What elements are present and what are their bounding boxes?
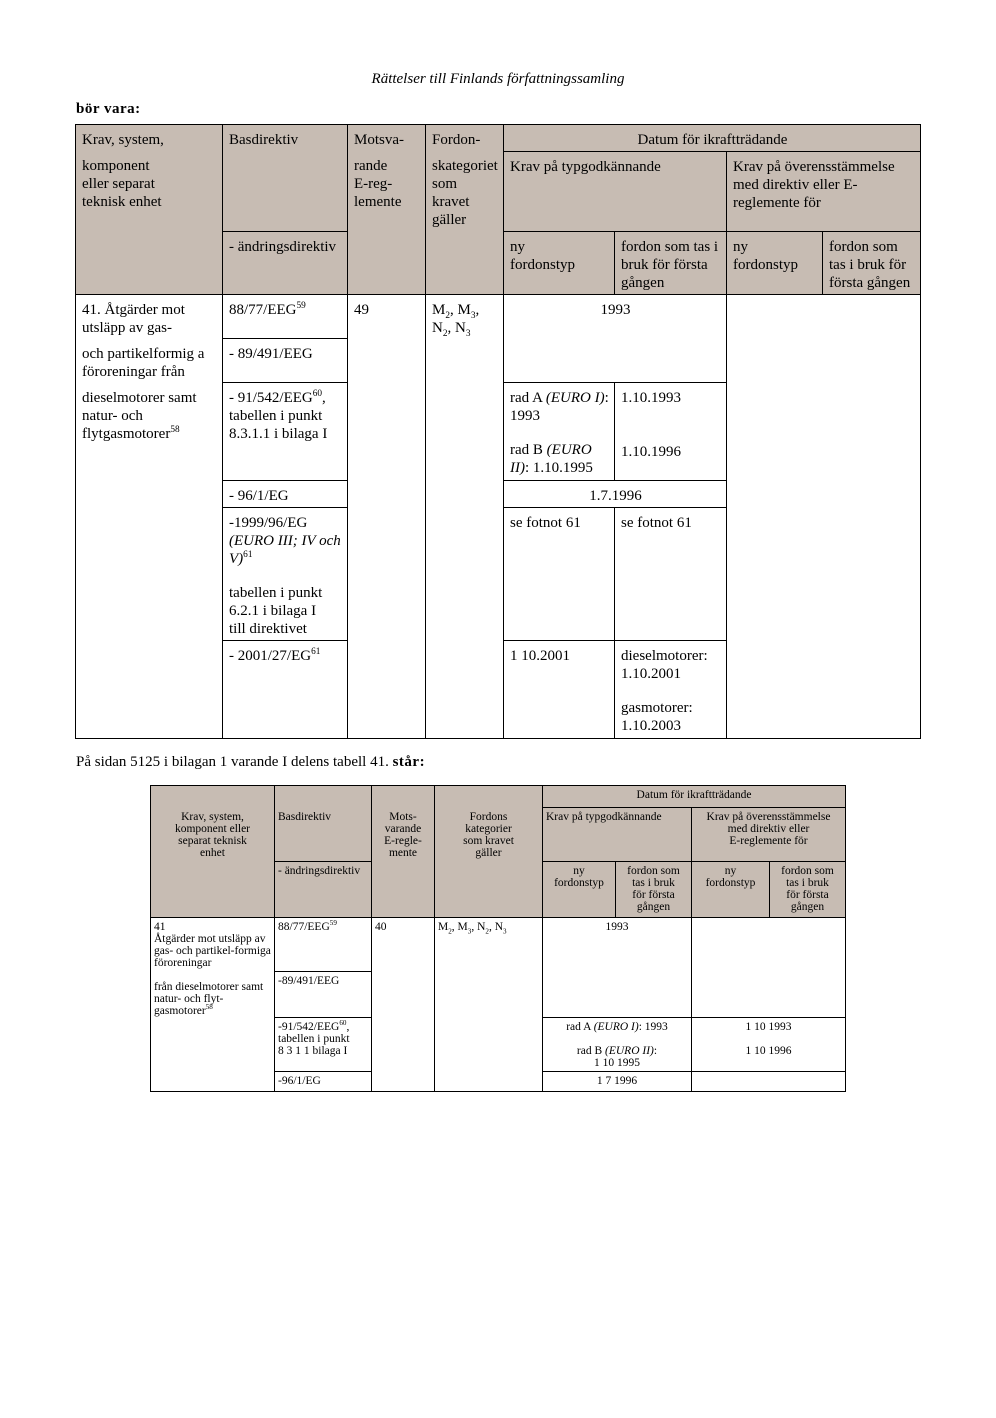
section-label-star: På sidan 5125 i bilagan 1 varande I delens tabell 41. står:: [76, 754, 426, 770]
cell-rad-a-b: rad A (EURO I): 1993 rad B (EURO II): 1.10.1995: [504, 383, 615, 481]
page-header: Rättelser till Finlands författningssamling: [371, 71, 625, 87]
col-header-motsvarande: Motsva- rande E-reg- lemente: [348, 125, 426, 295]
t2-cell-fordonskategori: $M_2$, $M_3$, $N_2$, $N_3$: [435, 918, 543, 1092]
t2-cell-rad-a-b: rad A (EURO I): 1993 rad B (EURO II): 1 10 1995: [543, 1018, 692, 1072]
t2-col-header-overensstammelse: Krav på överensstämmelse med direktiv eller E-reglemente för: [692, 808, 846, 862]
col-header-fordonskategori: Fordon- skategoriet som kravet gäller: [426, 125, 504, 295]
t2-cell-overensstammelse-empty: [692, 918, 846, 1018]
cell-fotnot-ny: se fotnot 61: [504, 508, 615, 641]
original-table: [150, 785, 846, 1092]
corrected-table: [75, 124, 921, 739]
t2-cell-96-1: -96/1/EG: [275, 1072, 372, 1092]
col-header-ny-fordonstyp-1: ny fordonstyp: [504, 232, 615, 295]
t2-col-header-typgodkannande: Krav på typgodkännande: [543, 808, 692, 862]
t2-cell-empty-1996: [692, 1072, 846, 1092]
t2-col-header-fordonskategori: Fordons kategorier som kravet gäller: [435, 786, 543, 918]
t2-col-header-andringsdirektiv: - ändringsdirektiv: [275, 862, 372, 918]
col-header-datum: Datum för ikraftträdande: [504, 125, 921, 152]
col-header-basdirektiv: Basdirektiv: [223, 125, 348, 232]
cell-motsvarande: 49: [348, 295, 426, 739]
cell-fordonskategori: $M_2$, $M_3$, $N_2$, $N_3$: [426, 295, 504, 739]
col-header-ny-fordonstyp-2: ny fordonstyp: [727, 232, 823, 295]
section-label-bor-vara: bör vara:: [76, 101, 141, 117]
cell-89-491: - 89/491/EEG: [223, 339, 348, 383]
t2-row-description: 41 Åtgärder mot utsläpp av gas- och partikel-formiga föroreningar från dieselmotorer samt natur- och flyt-gasmotorer$^{58}$: [151, 918, 275, 1092]
cell-fotnot-tas: se fotnot 61: [615, 508, 727, 641]
col-header-andringsdirektiv: - ändringsdirektiv: [223, 232, 348, 295]
t2-cell-88-77: 88/77/EEG$^{59}$: [275, 918, 372, 972]
col-header-tas-i-bruk-2: fordon som tas i bruk för första gången: [823, 232, 921, 295]
t2-col-header-datum: Datum för ikraftträdande: [543, 786, 846, 808]
t2-col-header-ny-2: ny fordonstyp: [692, 862, 770, 918]
t2-col-header-ny-1: ny fordonstyp: [543, 862, 616, 918]
col-header-overensstammelse: Krav på överensstämmelse med direktiv eller E-reglemente för: [727, 152, 921, 232]
t2-cell-motsvarande: 40: [372, 918, 435, 1092]
cell-motor-dates: dieselmotorer: 1.10.2001 gasmotorer: 1.10.2003: [615, 641, 727, 739]
row-description: 41. Åtgärder mot utsläpp av gas- och partikelformig a föroreningar från dieselmotorer samt natur- och flytgasmotorer$^{58}$: [76, 295, 223, 739]
cell-date-1996: 1.7.1996: [504, 481, 727, 508]
cell-1999-96: -1999/96/EG (EURO III; IV och V)$^{61}$ tabellen i punkt 6.2.1 i bilaga I till direktivet: [223, 508, 348, 641]
t2-cell-date-1996: 1 7 1996: [543, 1072, 692, 1092]
t2-col-header-tas-1: fordon som tas i bruk för första gången: [616, 862, 692, 918]
cell-basdirektiv-88-77: 88/77/EEG$^{59}$: [223, 295, 348, 339]
t2-col-header-krav: Krav, system, komponent eller separat teknisk enhet: [151, 786, 275, 918]
cell-2001-27: - 2001/27/EG$^{61}$: [223, 641, 348, 739]
t2-col-header-tas-2: fordon som tas i bruk för första gången: [770, 862, 846, 918]
cell-rad-dates: 1.10.1993 1.10.1996: [615, 383, 727, 481]
col-header-tas-i-bruk-1: fordon som tas i bruk för första gången: [615, 232, 727, 295]
cell-91-542: - 91/542/EEG$^{60}$, tabellen i punkt 8.3.1.1 i bilaga I: [223, 383, 348, 481]
t2-col-header-motsvarande: Mots- varande E-regle- mente: [372, 786, 435, 918]
t2-cell-91-542: -91/542/EEG$^{60}$, tabellen i punkt 8 3 1 1 bilaga I: [275, 1018, 372, 1072]
cell-96-1: - 96/1/EG: [223, 481, 348, 508]
t2-cell-date-1993: 1993: [543, 918, 692, 1018]
cell-date-2001: 1 10.2001: [504, 641, 615, 739]
col-header-krav: Krav, system, komponent eller separat teknisk enhet: [76, 125, 223, 295]
t2-col-header-basdirektiv: Basdirektiv: [275, 786, 372, 862]
t2-cell-89-491: -89/491/EEG: [275, 972, 372, 1018]
cell-overensstammelse-empty: [727, 295, 921, 739]
cell-date-1993: 1993: [504, 295, 727, 383]
col-header-typgodkannande: Krav på typgodkännande: [504, 152, 727, 232]
t2-cell-rad-dates: 1 10 1993 1 10 1996: [692, 1018, 846, 1072]
